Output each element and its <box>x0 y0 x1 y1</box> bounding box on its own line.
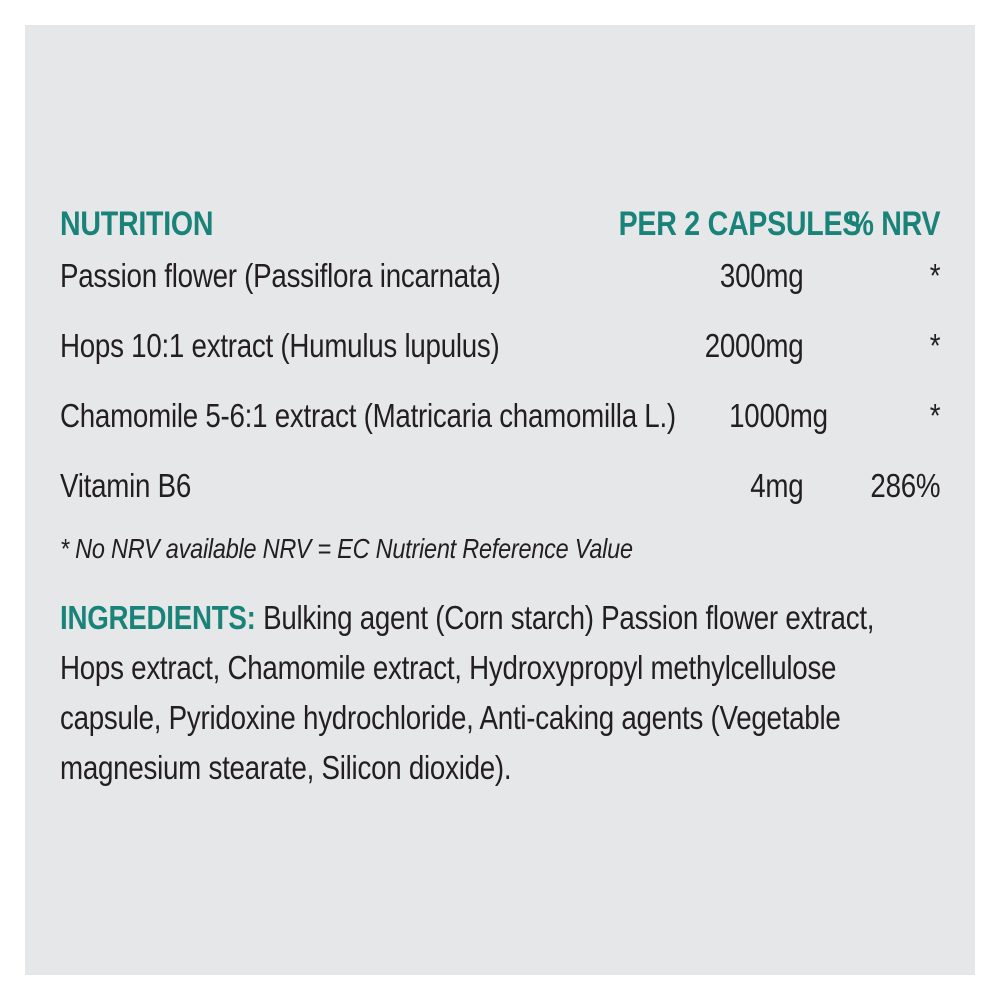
row-name: Hops 10:1 extract (Humulus lupulus) <box>60 327 500 364</box>
ingredients-label: INGREDIENTS: <box>60 599 256 636</box>
header-nrv: % NRV <box>848 205 941 243</box>
table-row <box>60 257 940 327</box>
row-amount: 2000mg <box>704 327 804 364</box>
row-nrv: * <box>929 327 941 364</box>
header-per-2-capsules: PER 2 CAPSULES <box>618 205 862 243</box>
nrv-footnote: * No NRV available NRV = EC Nutrient Reference Value <box>60 533 633 564</box>
table-row <box>60 467 940 537</box>
label-content <box>60 205 941 793</box>
header-nutrition: NUTRITION <box>60 205 214 243</box>
row-nrv: * <box>929 397 941 434</box>
row-amount: 1000mg <box>729 397 828 434</box>
nutrition-table-header <box>60 205 940 257</box>
row-amount: 300mg <box>719 257 804 294</box>
row-nrv: 286% <box>870 467 941 504</box>
label-panel <box>25 25 975 975</box>
row-name: Vitamin B6 <box>60 467 192 504</box>
row-name: Passion flower (Passiflora incarnata) <box>60 257 501 294</box>
ingredients-paragraph <box>60 593 940 793</box>
table-row <box>60 397 940 467</box>
table-row <box>60 327 940 397</box>
row-amount: 4mg <box>750 467 804 504</box>
row-nrv: * <box>929 257 941 294</box>
row-name: Chamomile 5-6:1 extract (Matricaria chamomilla L.) <box>60 397 676 434</box>
ingredients-text: Bulking agent (Corn starch) Passion flower extract, Hops extract, Chamomile extract, Hydroxypropyl methylcellulose capsule, Pyridoxine hydrochloride, Anti-caking agents (Vegetable magnesium stearate, Silicon dioxide). <box>60 599 875 786</box>
